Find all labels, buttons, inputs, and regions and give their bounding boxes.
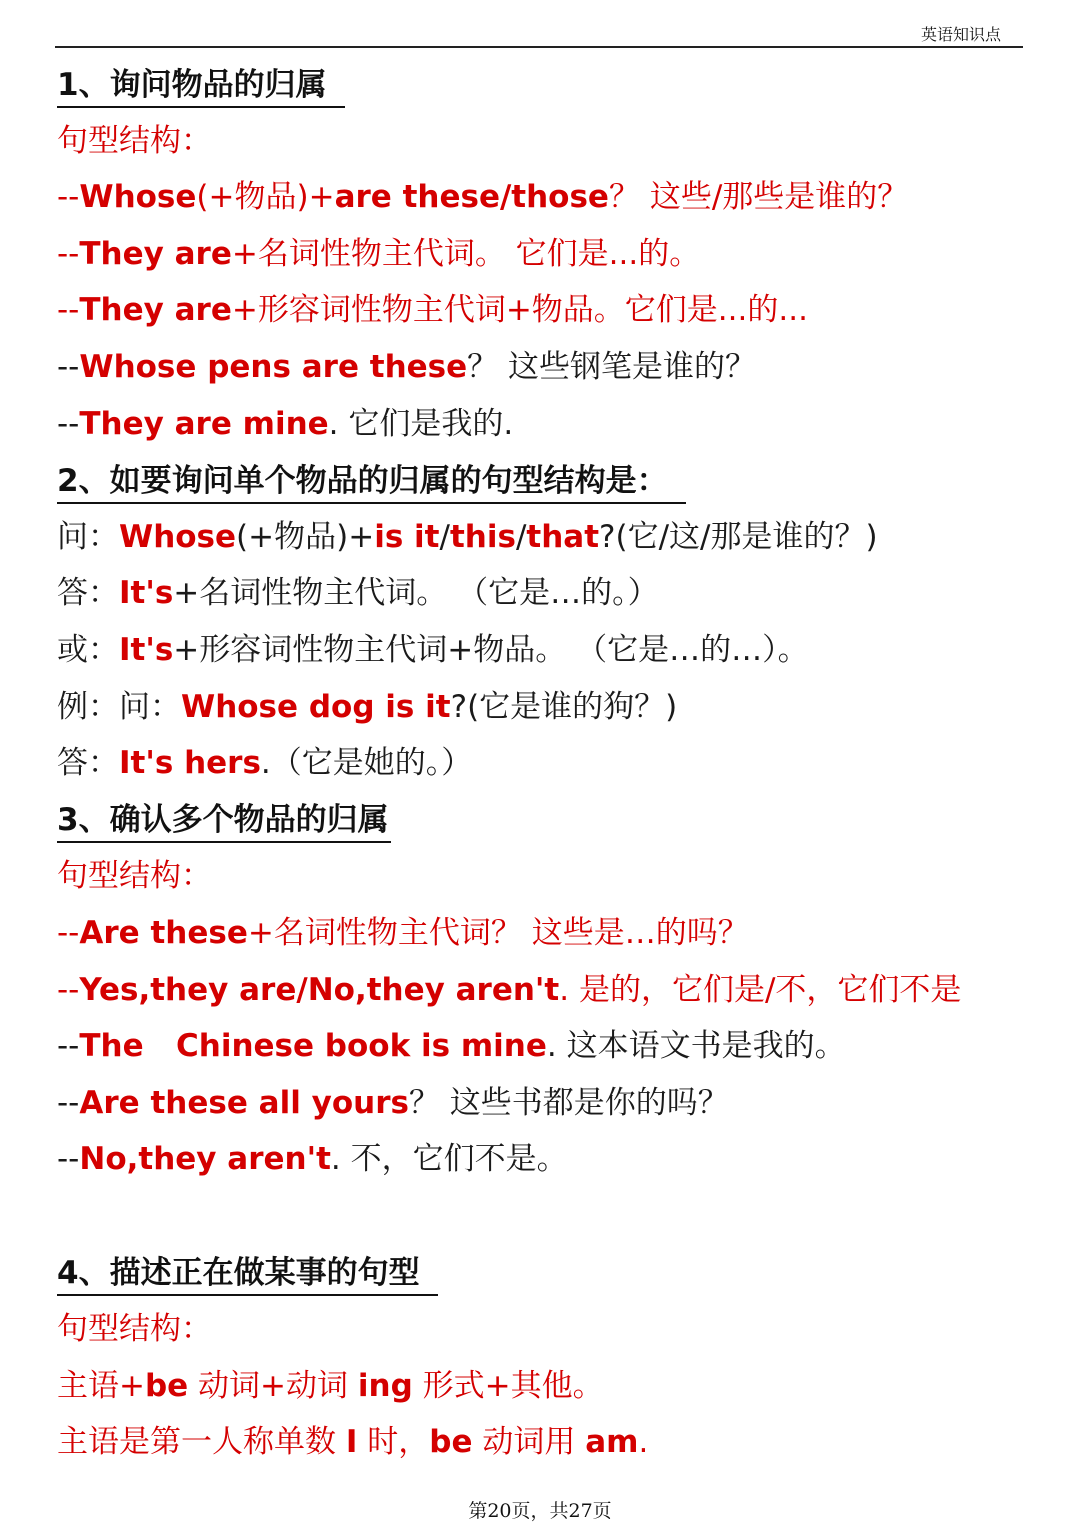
example-line: 主语+be 动词+动词 ing 形式+其他。	[57, 1367, 604, 1404]
example-line: --They are mine. 它们是我的.	[57, 405, 514, 442]
example-line: 答：It's hers.（它是她的。）	[57, 745, 473, 782]
section-4-heading	[57, 1244, 1047, 1301]
example-line: 例：问：Whose dog is it?(它是谁的狗？)	[57, 688, 678, 725]
section-title: 2、如要询问单个物品的归属的句型结构是：	[57, 460, 686, 504]
section-2-heading	[57, 452, 1047, 509]
structure-label: 句型结构：	[57, 122, 212, 159]
blank-line	[57, 1188, 1047, 1245]
example-line: --Are these+名词性物主代词？ 这些是…的吗？	[57, 914, 749, 951]
section-title: 4、描述正在做某事的句型	[57, 1252, 438, 1296]
page-header	[55, 22, 1023, 48]
header-label: 英语知识点	[920, 25, 1001, 44]
section-3-heading	[57, 792, 1047, 849]
document-body	[57, 56, 1047, 1471]
structure-label: 句型结构：	[57, 1311, 212, 1348]
example-line: 或：It's+形容词性物主代词+物品。 （它是…的…）。	[57, 631, 809, 668]
example-line: --They are+形容词性物主代词+物品。它们是...的...	[57, 292, 808, 329]
example-line: --The Chinese book is mine. 这本语文书是我的。	[57, 1028, 846, 1065]
example-line: --Whose pens are these？ 这些钢笔是谁的？	[57, 348, 757, 385]
example-line: 问：Whose(+物品)+is it/this/that?(它/这/那是谁的？)	[57, 518, 878, 555]
example-line: --They are+名词性物主代词。 它们是...的。	[57, 235, 701, 272]
section-1-heading	[57, 56, 1047, 113]
example-line: 答：It's+名词性物主代词。 （它是…的。）	[57, 575, 659, 612]
example-line: --Are these all yours？ 这些书都是你的吗？	[57, 1084, 729, 1121]
example-line: --No,they aren't. 不，它们不是。	[57, 1141, 568, 1178]
page-number: 第20页，共27页	[468, 1500, 612, 1522]
example-line: --Yes,they are/No,they aren't. 是的，它们是/不，它们不是	[57, 971, 962, 1008]
section-title: 3、确认多个物品的归属	[57, 799, 391, 843]
section-title: 1、询问物品的归属	[57, 64, 345, 108]
example-line: --Whose(+物品)+are these/those？ 这些/那些是谁的？	[57, 179, 909, 216]
example-line: 主语是第一人称单数 I 时，be 动词用 am.	[57, 1424, 649, 1461]
structure-label: 句型结构：	[57, 858, 212, 895]
